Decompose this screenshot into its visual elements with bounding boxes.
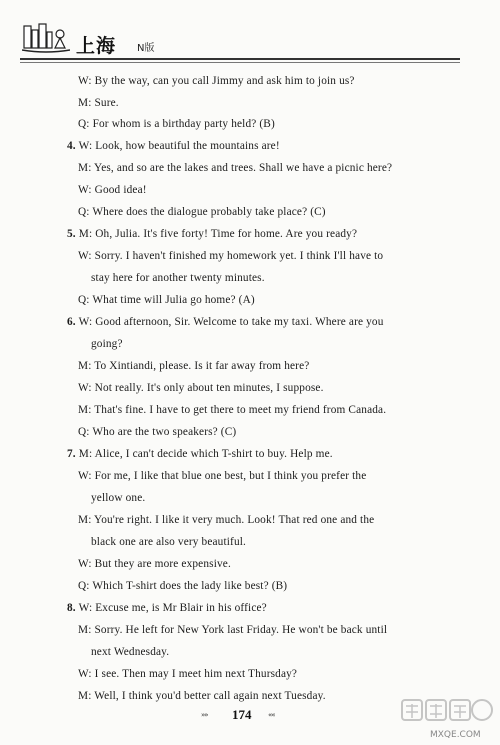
edition-label: N版	[137, 43, 155, 54]
footer-right-marks: ««	[268, 711, 275, 719]
question-line: 7. M: Alice, I can't decide which T-shirt to buy. Help me.	[67, 448, 333, 460]
text-line: M: You're right. I like it very much. Look! That red one and the	[78, 514, 375, 526]
text-line: Q: Where does the dialogue probably take place? (C)	[78, 206, 326, 218]
text-line: M: To Xintiandi, please. Is it far away from here?	[78, 360, 310, 372]
text-line: next Wednesday.	[91, 646, 170, 658]
question-number: 8.	[67, 602, 76, 614]
books-logo-icon	[22, 22, 70, 56]
question-number: 4.	[67, 140, 76, 152]
question-line: 5. M: Oh, Julia. It's five forty! Time for home. Are you ready?	[67, 228, 358, 240]
brand-title: 上海	[76, 35, 117, 57]
text-line: Q: Which T-shirt does the lady like best? (B)	[78, 580, 288, 592]
text-line: W: I see. Then may I meet him next Thursday?	[78, 668, 298, 680]
footer-left-marks: »»	[201, 711, 208, 719]
header-rule-thin	[20, 62, 460, 63]
text-line: W: By the way, can you call Jimmy and ask him to join us?	[78, 75, 355, 87]
text-line: Q: Who are the two speakers? (C)	[78, 426, 237, 438]
text-line: M: Sorry. He left for New York last Friday. He won't be back until	[78, 624, 388, 636]
page-number: 174	[232, 707, 252, 722]
text-line: W: Sorry. I haven't finished my homework yet. I think I'll have to	[78, 250, 384, 262]
question-line: 6. W: Good afternoon, Sir. Welcome to take my taxi. Where are you	[67, 316, 384, 328]
header-rule	[20, 58, 460, 60]
text-line: W: Good idea!	[78, 184, 147, 196]
page-header	[0, 0, 500, 62]
watermark-text: MXQE.COM	[430, 730, 481, 740]
question-line: 4. W: Look, how beautiful the mountains are!	[67, 140, 280, 152]
text-line: M: Well, I think you'd better call again next Tuesday.	[78, 690, 326, 702]
text-line: Q: What time will Julia go home? (A)	[78, 294, 255, 306]
text-line: Q: For whom is a birthday party held? (B)	[78, 118, 275, 130]
text-line: M: Yes, and so are the lakes and trees. Shall we have a picnic here?	[78, 162, 393, 174]
question-number: 5.	[67, 228, 76, 240]
text-line: W: For me, I like that blue one best, but I think you prefer the	[78, 470, 367, 482]
text-line: black one are also very beautiful.	[91, 536, 247, 548]
text-line: M: That's fine. I have to get there to meet my friend from Canada.	[78, 404, 387, 416]
text-line: W: Not really. It's only about ten minutes, I suppose.	[78, 382, 324, 394]
text-line: going?	[91, 338, 123, 350]
text-line: W: But they are more expensive.	[78, 558, 231, 570]
question-number: 7.	[67, 448, 76, 460]
question-line: 8. W: Excuse me, is Mr Blair in his office?	[67, 602, 267, 614]
text-line: stay here for another twenty minutes.	[91, 272, 265, 284]
question-number: 6.	[67, 316, 76, 328]
text-line: yellow one.	[91, 492, 146, 504]
text-line: M: Sure.	[78, 97, 119, 109]
